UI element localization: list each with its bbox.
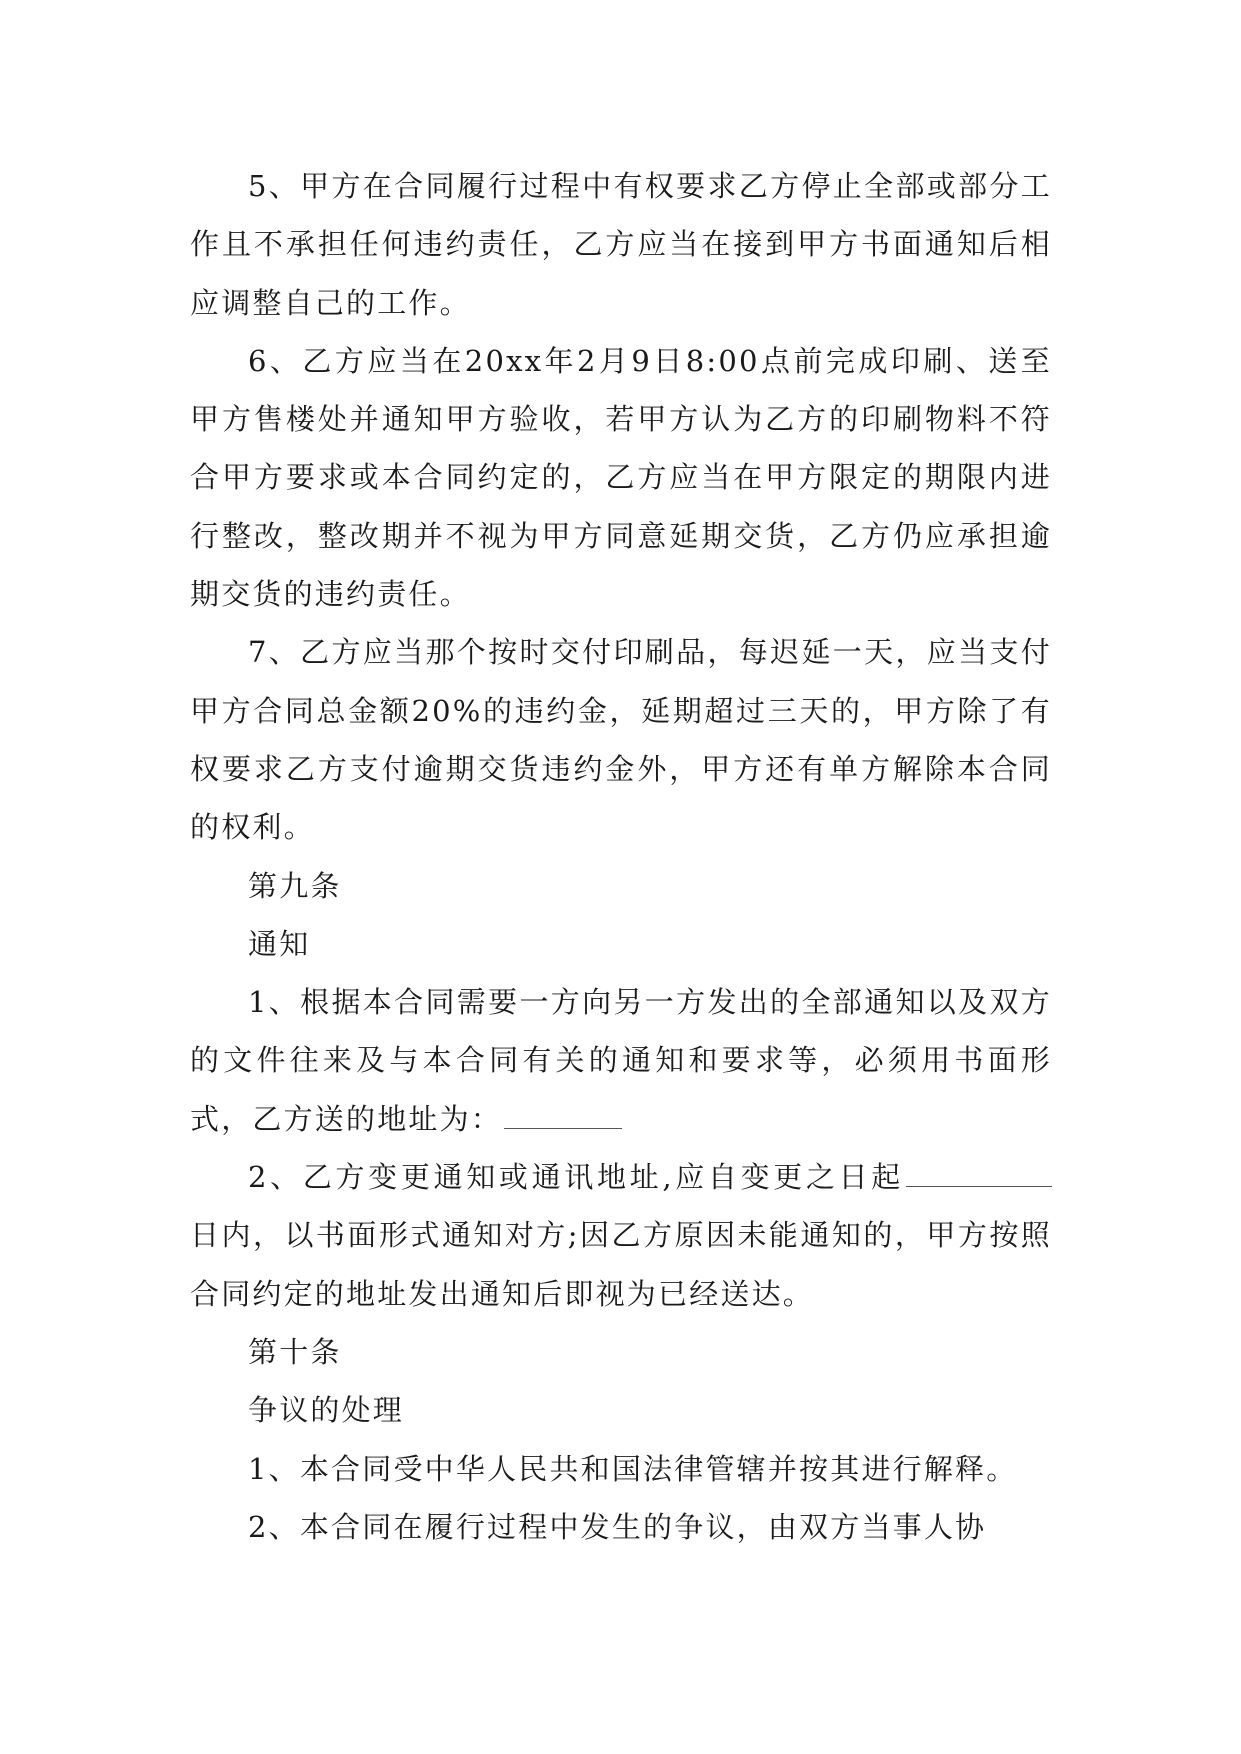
- paragraph-notice-2-text-b: 日内，以书面形式通知对方;因乙方原因未能通知的，甲方按照合同约定的地址发出通知后即视为已经送达。: [190, 1218, 1052, 1311]
- paragraph-clause-5: 5、甲方在合同履行过程中有权要求乙方停止全部或部分工作且不承担任何违约责任，乙方应当在接到甲方书面通知后相应调整自己的工作。: [190, 169, 1052, 320]
- article-10-heading: 第十条: [248, 1334, 342, 1369]
- address-blank-line: [504, 1102, 622, 1129]
- paragraph-dispute-2: 2、本合同在履行过程中发生的争议，由双方当事人协: [248, 1509, 987, 1544]
- paragraph-clause-7: 7、乙方应当那个按时交付印刷品，每迟延一天，应当支付甲方合同总金额20%的违约金，延期超过三天的，甲方除了有权要求乙方支付逾期交货违约金外，甲方还有单方解除本合同的权利。: [190, 635, 1052, 845]
- article-10-title: 争议的处理: [248, 1393, 405, 1428]
- paragraph-dispute-1: 1、本合同受中华人民共和国法律管辖并按其进行解释。: [248, 1451, 1018, 1486]
- document-body: [190, 157, 1052, 1556]
- paragraph-clause-6: 6、乙方应当在20xx年2月9日8:00点前完成印刷、送至甲方售楼处并通知甲方验收，若甲方认为乙方的印刷物料不符合甲方要求或本合同约定的，乙方应当在甲方限定的期限内进行整改，整改期并不视为甲方同意延期交货，乙方仍应承担逾期交货的违约责任。: [190, 343, 1052, 612]
- paragraph-notice-1-text: 1、根据本合同需要一方向另一方发出的全部通知以及双方的文件往来及与本合同有关的通知和要求等，必须用书面形式，乙方送的地址为：: [190, 985, 1052, 1136]
- article-9-title: 通知: [248, 926, 311, 961]
- article-9-heading: 第九条: [248, 868, 342, 903]
- paragraph-notice-2-text-a: 2、乙方变更通知或通讯地址,应自变更之日起: [248, 1160, 904, 1195]
- paragraph-notice-2: [190, 1148, 1052, 1323]
- paragraph-notice-1: [190, 973, 1052, 1148]
- days-blank-line: [906, 1160, 1052, 1187]
